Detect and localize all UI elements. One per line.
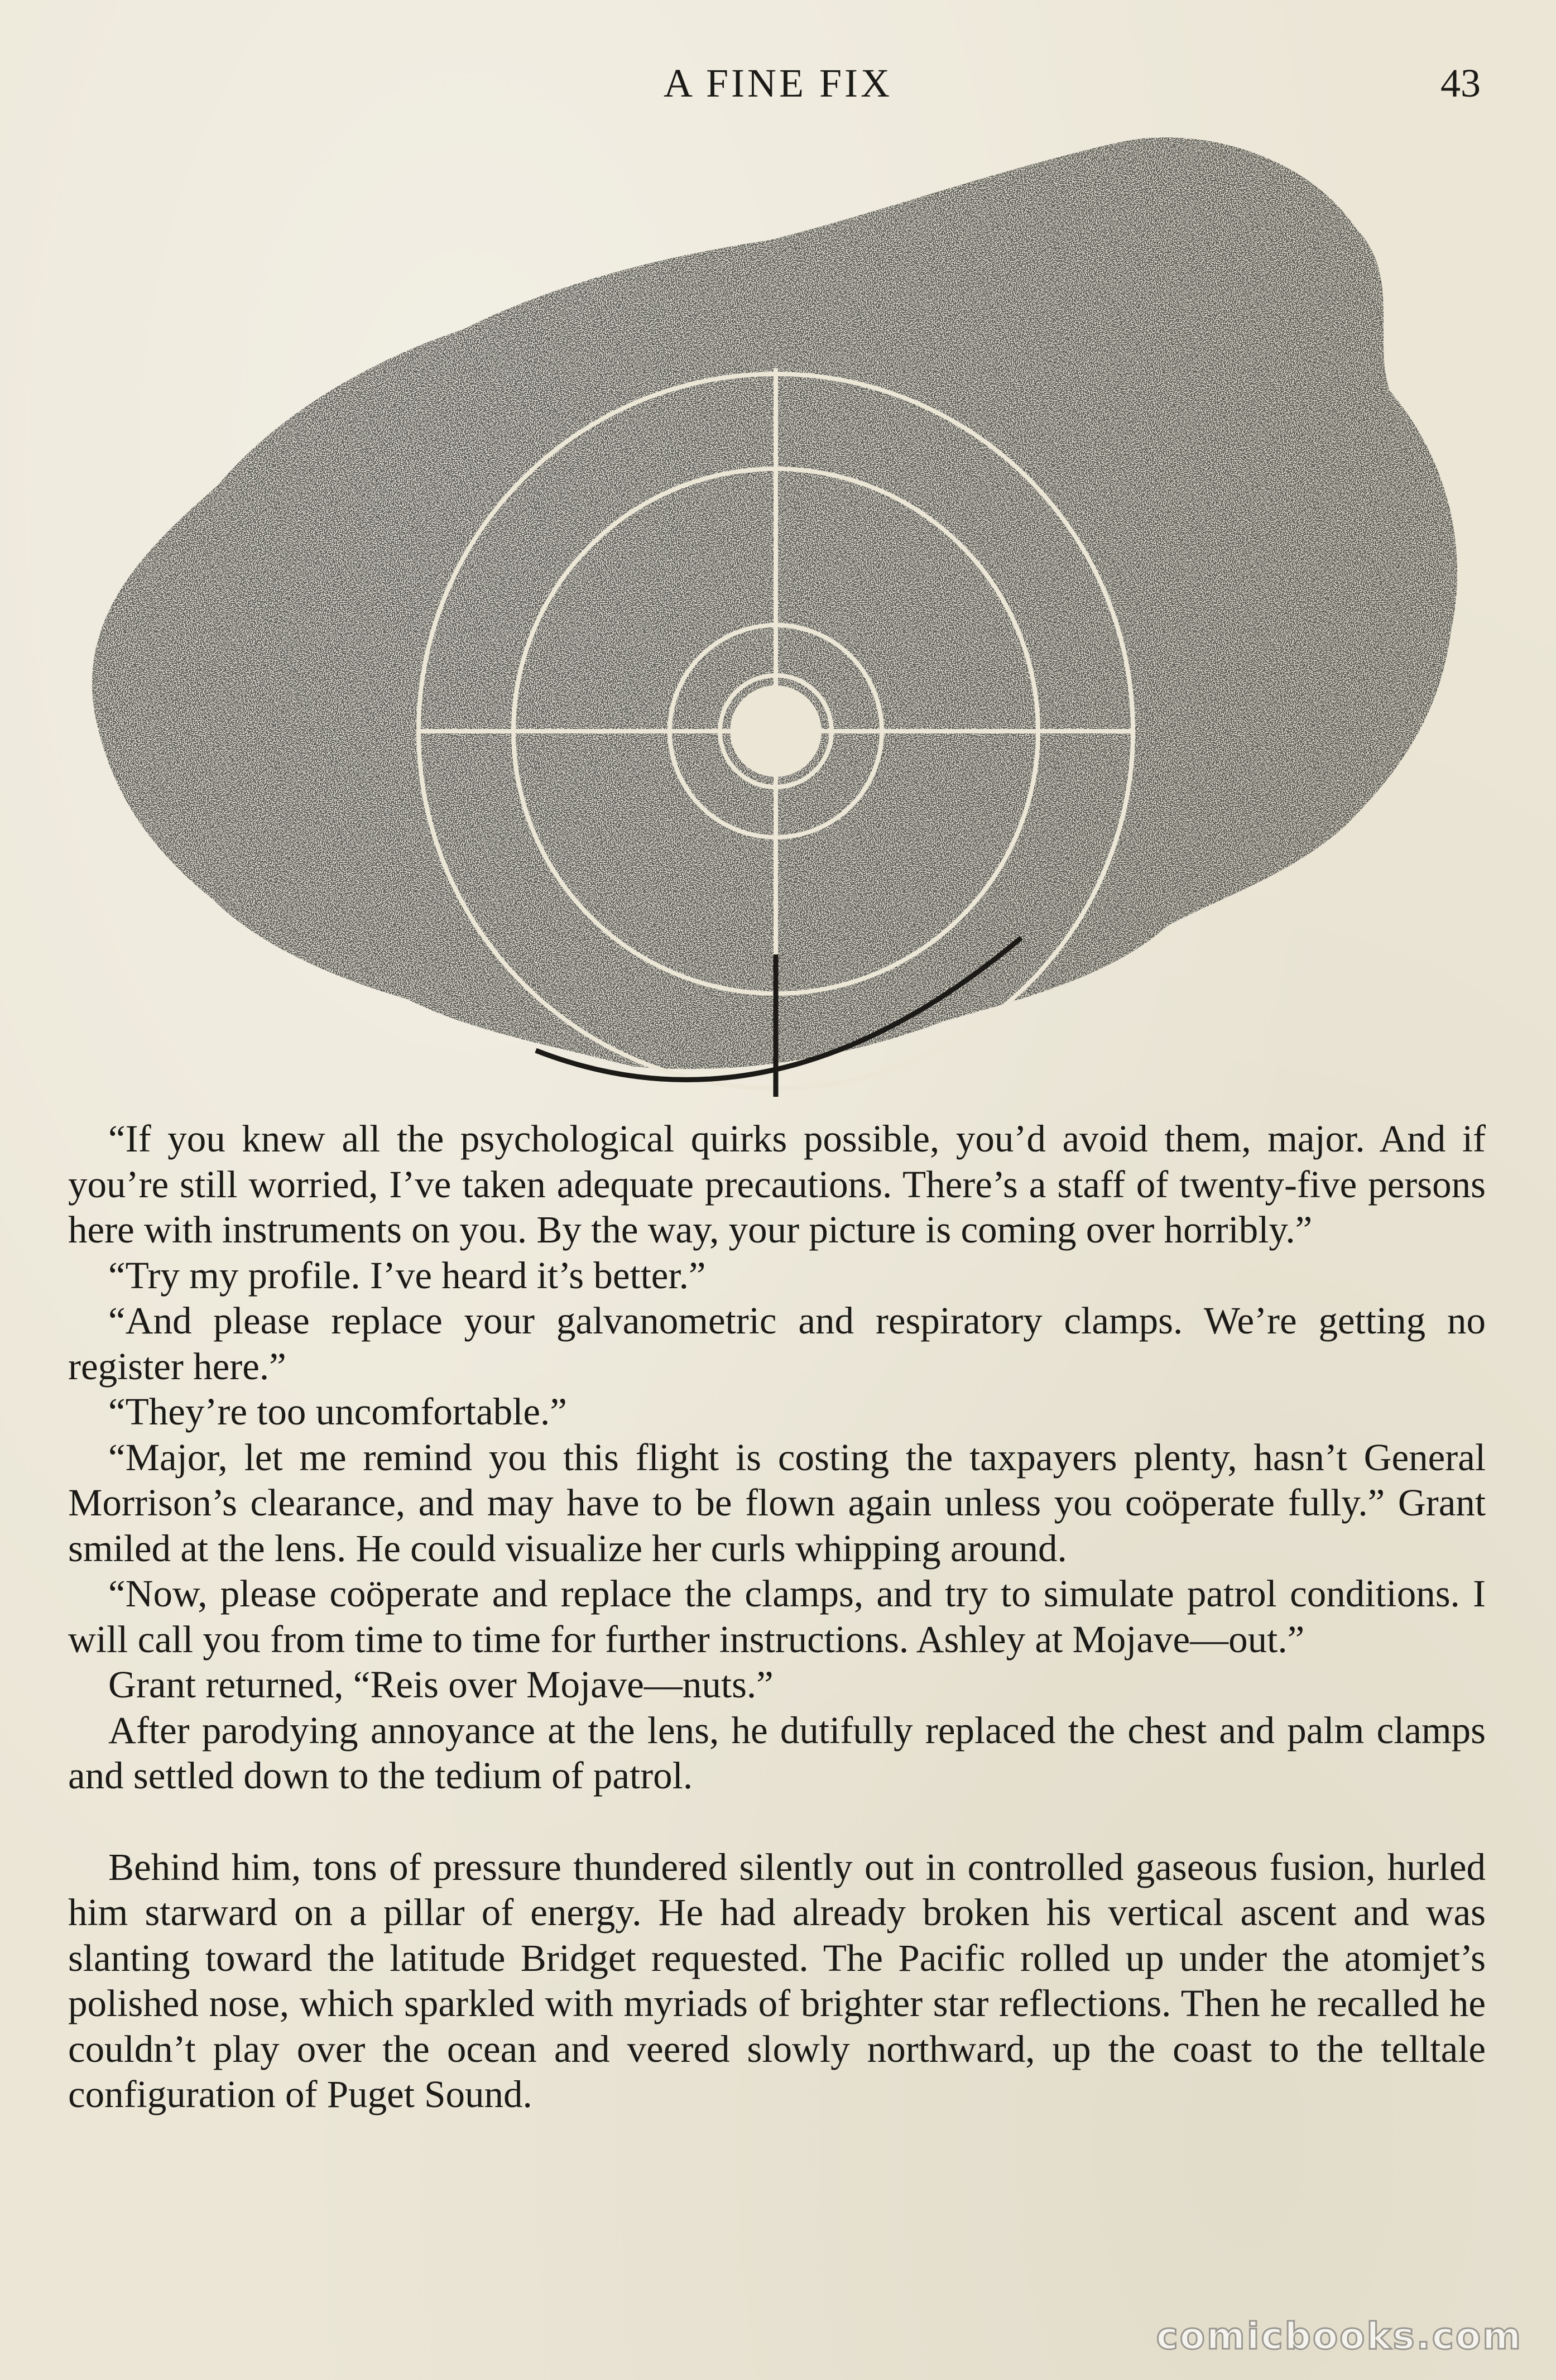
watermark: comicbooks.com <box>1156 2315 1523 2358</box>
paragraph: After parodying annoyance at the lens, he dutifully replaced the chest and palm clamps and settled down to the tedium of patrol. <box>68 1709 1486 1797</box>
paragraph: “Major, let me remind you this flight is costing the taxpayers plenty, hasn’t General Morrison’s clearance, and may have to be flown again unless you coöperate fully.” Grant smiled at the lens. He could visualize her curls whipping around. <box>68 1436 1486 1570</box>
running-title: A FINE FIX <box>663 61 893 105</box>
page-number: 43 <box>1440 61 1481 105</box>
paragraph: “If you knew all the psychological quirks possible, you’d avoid them, major. And if you’re still worried, I’ve taken adequate precautions. There’s a staff of twenty-five persons here with instruments on you. By the way, your picture is coming over horribly.” <box>68 1117 1486 1251</box>
paragraph: “Try my profile. I’ve heard it’s better.” <box>108 1254 706 1297</box>
crosshair-cloud-illustration <box>73 128 1479 1105</box>
paragraph: Grant returned, “Reis over Mojave—nuts.” <box>108 1663 774 1706</box>
paragraph: “And please replace your galvanometric and respiratory clamps. We’re getting no register here.” <box>68 1299 1486 1388</box>
paragraph: “They’re too uncomfortable.” <box>108 1390 567 1433</box>
paragraph: “Now, please coöperate and replace the clamps, and try to simulate patrol conditions. I will call you from time to time for further instructions. Ashley at Mojave—out.” <box>68 1572 1486 1661</box>
paragraph: Behind him, tons of pressure thundered silently out in controlled gaseous fusion, hurled him starward on a pillar of energy. He had already broken his vertical ascent and was slanting toward the latitude Bridget requested. The Pacific rolled up under the atomjet’s polished nose, which sparkled with myriads of brighter star reflections. Then he recalled he couldn’t play over the ocean and veered slowly northward, up the coast to the telltale configuration of Puget Sound. <box>68 1845 1486 2115</box>
story-text <box>68 1116 1486 2118</box>
